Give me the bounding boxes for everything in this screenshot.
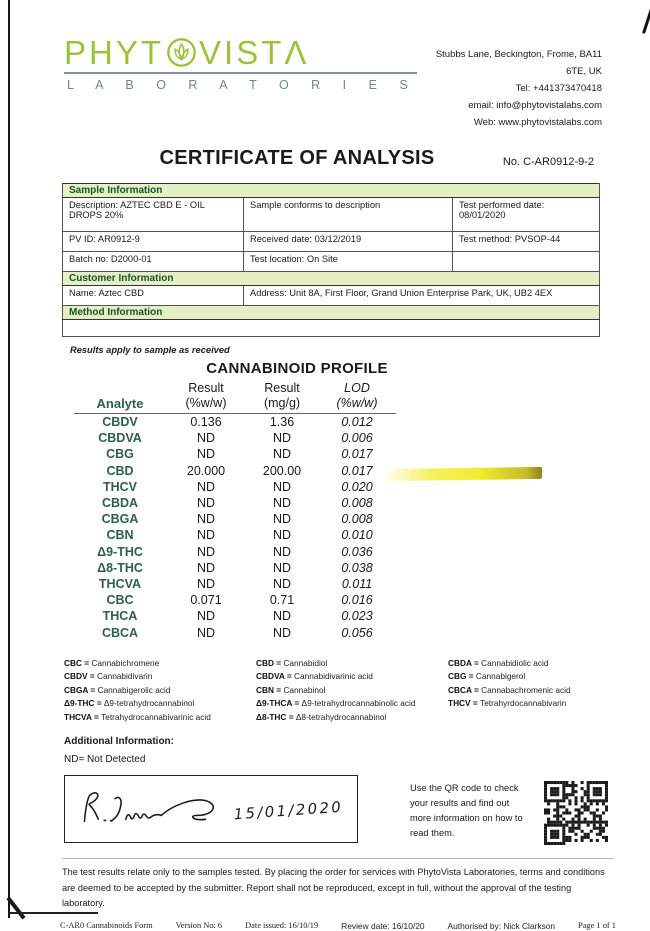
legend-entry: THCV = Tetrahyrdocannabivarin [448,698,567,709]
analyte-row [74,495,396,511]
cell-customer-address: Address: Unit 8A, First Floor, Grand Union Enterprise Park, UK, UB2 4EX [244,286,600,306]
legend-entry: CBDVA = Cannabidivarinic acid [256,671,373,682]
analyte-cell-lod: 0.008 [341,512,373,527]
cannabinoid-profile-title: CANNABINOID PROFILE [206,360,388,377]
analyte-row [74,527,396,543]
qr-caption: Use the QR code to check your results and find out more information on how to read them. [410,783,523,839]
contact-line: Web: www.phytovistalabs.com [473,117,602,128]
analyte-cell-pct: 20.000 [186,463,226,478]
analyte-table [74,381,396,641]
results-note: Results apply to sample as received [70,345,230,355]
analyte-cell-lod: 0.036 [341,544,373,559]
analyte-cell-analyte: CBN [106,528,134,543]
footer-item: Version No: 6 [175,920,223,930]
qr-code-icon [544,781,608,845]
analyte-cell-pct: ND [196,609,216,624]
analyte-cell-mgg: ND [272,609,292,624]
analyte-cell-analyte: CBDVA [98,431,142,446]
footer-item: Review date: 16/10/20 [341,920,425,931]
legend-column [448,657,608,725]
scan-edge-bottom [8,912,98,914]
analyte-cell-pct: ND [196,479,216,494]
analyte-cell-analyte: CBGA [101,512,139,527]
analyte-cell-analyte: CBC [106,593,134,608]
analyte-cell-pct: ND [196,560,216,575]
signature-row [64,775,620,845]
abbreviation-legend [64,657,620,725]
analyte-cell-mgg: ND [272,625,292,640]
legend-entry: CBCA = Cannabachromenic acid [448,684,571,695]
analyte-cell-mgg: 0.71 [269,593,295,608]
legend-entry: Δ9-THC = Δ9-tetrahydrocannabinol [64,698,195,709]
table-row [63,320,600,337]
analyte-cell-mgg: 1.36 [269,415,295,430]
footer-item: Authorised by: Nick Clarkson [447,920,556,931]
analyte-cell-pct: ND [196,576,216,591]
footer-item: Date issued: 16/10/19 [245,920,319,930]
analyte-row [74,544,396,560]
legend-entry: CBN = Cannabinol [256,684,326,695]
legend-entry: CBDA = Cannabidiolic acid [448,657,549,668]
analyte-cell-mgg: ND [272,512,292,527]
analyte-cell-lod: 0.010 [341,528,373,543]
analyte-cell-analyte: Δ9-THC [97,544,143,559]
analyte-cell-pct: 0.071 [190,593,222,608]
legend-entry: Δ8-THC = Δ8-tetrahydrocannabinol [256,711,387,722]
analyte-cell-lod: 0.023 [341,609,373,624]
analyte-cell-mgg: 200.00 [262,463,302,478]
logo-word-left: PHYT [64,34,165,71]
analyte-row [74,430,396,446]
section-method-information: Method Information [63,306,600,320]
col-header-lod: LOD (%w/w) [336,381,378,410]
analyte-cell-pct: ND [196,447,216,462]
analyte-cell-lod: 0.008 [341,496,373,511]
section-customer-information: Customer Information [63,272,600,286]
analyte-cell-lod: 0.012 [341,415,373,430]
analyte-row [74,414,396,431]
analyte-cell-analyte: Δ8-THC [97,560,143,575]
title-row [0,147,650,177]
table-row [63,252,600,272]
analyte-table-wrap [74,381,396,641]
contact-line: Tel: +441373470418 [515,83,602,94]
analyte-cell-lod: 0.017 [341,447,373,462]
analyte-row [74,576,396,592]
cell-test-location: Test location: On Site [244,252,453,272]
cell-empty [453,252,600,272]
nd-note: ND= Not Detected [64,754,146,766]
cell-pv-id: PV ID: AR0912-9 [63,232,244,252]
analyte-cell-analyte: CBDV [102,415,138,430]
analyte-cell-analyte: CBG [106,447,134,462]
analyte-cell-analyte: THCA [102,609,138,624]
analyte-cell-lod: 0.016 [341,593,373,608]
analyte-row [74,608,396,624]
logo-divider [64,72,417,74]
handwritten-signature [65,776,354,839]
footer-item: Page 1 of 1 [578,920,616,930]
analyte-cell-lod: 0.011 [341,576,373,591]
qr-area [410,775,608,845]
legend-entry: Δ9-THCA = Δ9-tetrahydrocannabinolic acid [256,698,416,709]
logo-word-right: VISTΛ [199,34,310,71]
legend-entry: THCVA = Tetrahydrocannabivarinic acid [64,711,211,722]
analyte-cell-mgg: ND [272,479,292,494]
legend-entry: CBD = Cannabidiol [256,657,328,668]
analyte-header-row [74,381,396,414]
col-header-result-pct: Result (%w/w) [185,381,227,410]
analyte-cell-mgg: ND [272,431,292,446]
table-row [63,232,600,252]
signature-box [64,775,358,843]
leaf-in-circle-icon [166,37,197,68]
cell-method-empty [63,320,600,337]
legend-entry: CBC = Cannabichromene [64,657,160,668]
additional-information [64,736,650,765]
contact-line: email: info@phytovistalabs.com [468,100,602,111]
analyte-row [74,624,396,640]
legend-entry: CBDV = Cannabidivarin [64,671,153,682]
analyte-cell-lod: 0.020 [341,479,373,494]
page-title: CERTIFICATE OF ANALYSIS [159,147,435,169]
logo-wordmark [64,36,417,69]
analyte-cell-pct: 0.136 [190,415,222,430]
analyte-cell-mgg: ND [272,496,292,511]
analyte-cell-pct: ND [196,528,216,543]
analyte-cell-pct: ND [196,625,216,640]
col-header-result-mgg: Result (mg/g) [263,381,301,410]
legend-column [64,657,256,725]
disclaimer-text: The test results relate only to the samples tested. By placing the order for services with PhytoVista Laboratories, terms and conditions are deemed to be accepted by the submitter. Report shall not be reproduced, except in full, without the approval of the testing laboratory. [62,858,614,912]
analyte-cell-lod: 0.056 [341,625,373,640]
analyte-cell-mgg: ND [272,447,292,462]
analyte-cell-mgg: ND [272,544,292,559]
logo-subtitle: L A B O R A T O R I E S [67,77,418,92]
phytovista-logo [64,36,417,131]
analyte-cell-mgg: ND [272,576,292,591]
analyte-row [74,446,396,462]
table-row [63,198,600,232]
analyte-cell-lod: 0.038 [341,560,373,575]
analyte-cell-pct: ND [196,431,216,446]
analyte-cell-pct: ND [196,544,216,559]
analyte-cell-pct: ND [196,496,216,511]
analyte-cell-pct: ND [196,512,216,527]
cell-customer-name: Name: Aztec CBD [63,286,244,306]
signature-date-text: 15/01/2020 [233,798,344,824]
cell-test-method: Test method: PVSOP-44 [453,232,600,252]
contact-block [417,46,602,131]
col-header-analyte: Analyte [96,396,144,411]
information-table [62,183,600,337]
analyte-cell-analyte: CBDA [101,496,139,511]
header [64,36,602,131]
analyte-cell-lod: 0.017 [341,463,373,478]
cell-batch-no: Batch no: D2000-01 [63,252,244,272]
analyte-row [74,463,396,479]
scan-edge-left [8,0,10,918]
legend-entry: CBGA = Cannabigerolic acid [64,684,171,695]
analyte-row [74,592,396,608]
cell-received-date: Received date: 03/12/2019 [244,232,453,252]
analyte-cell-analyte: THCV [102,479,138,494]
analyte-cell-mgg: ND [272,528,292,543]
analyte-table-body [74,414,396,641]
analyte-row [74,560,396,576]
certificate-number: No. C-AR0912-9-2 [502,156,594,168]
analyte-row [74,479,396,495]
legend-entry: CBG = Cannabigerol [448,671,526,682]
cell-test-performed-date: Test performed date: 08/01/2020 [453,198,600,232]
analyte-row [74,511,396,527]
legend-column [256,657,448,725]
contact-line: Stubbs Lane, Beckington, Frome, BA11 6TE, UK [435,49,602,77]
analyte-cell-mgg: ND [272,560,292,575]
footer-row [60,921,616,931]
analyte-cell-lod: 0.006 [341,431,373,446]
analyte-cell-analyte: CBD [106,463,134,478]
highlighter-mark [384,467,542,481]
scan-mark-top-right [642,2,650,33]
analyte-cell-analyte: THCVA [98,576,142,591]
cell-conforms: Sample conforms to description [244,198,453,232]
additional-information-label: Additional Information: [64,736,174,748]
analyte-cell-analyte: CBCA [101,625,139,640]
cell-description: Description: AZTEC CBD E - OIL DROPS 20% [63,198,244,232]
section-sample-information: Sample Information [63,184,600,198]
table-row [63,286,600,306]
footer-item: C-AR0 Cannabinoids Form [60,920,153,930]
